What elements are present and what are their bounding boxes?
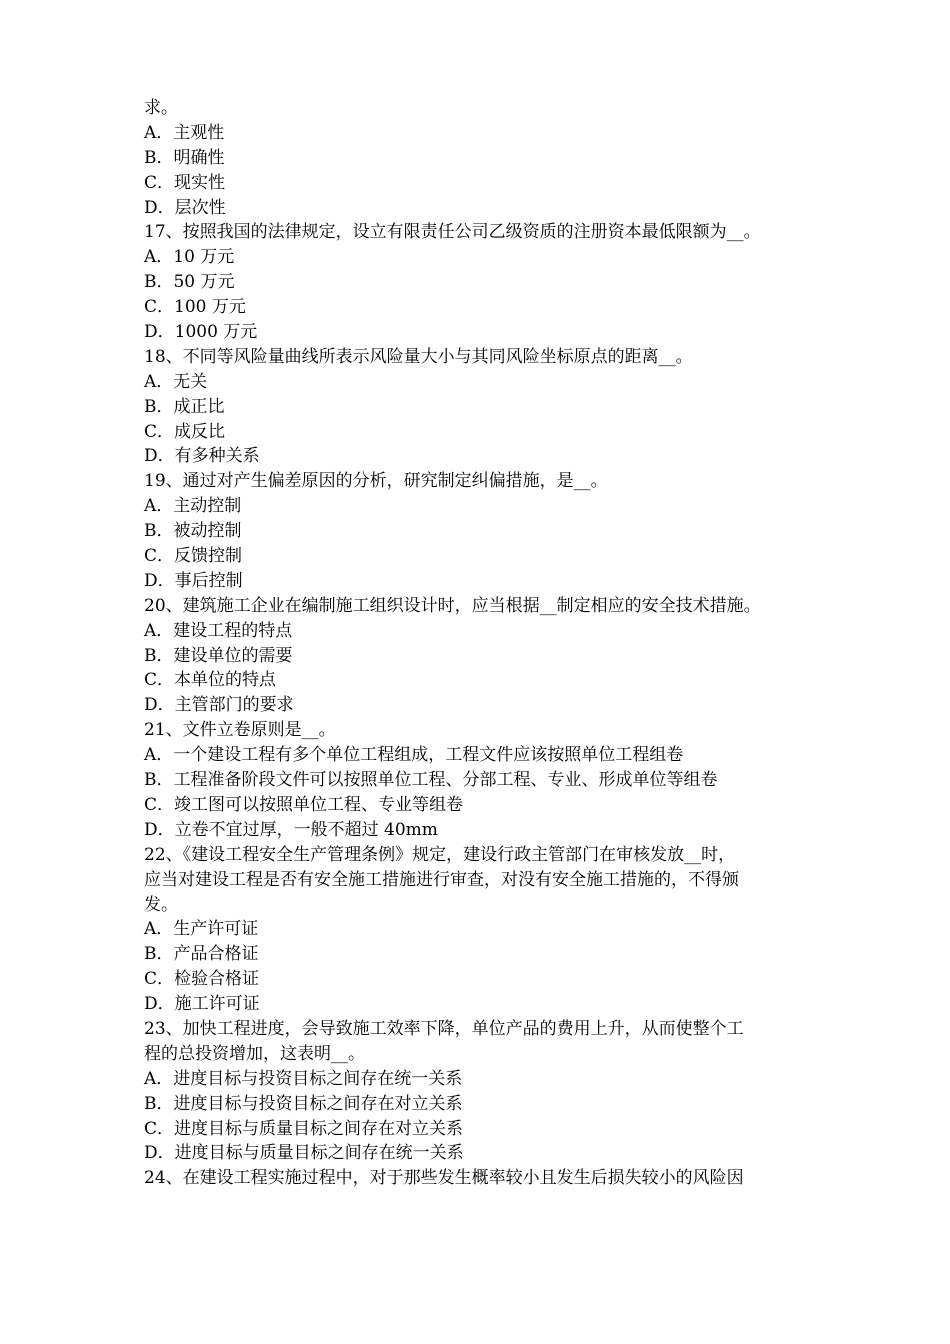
option-a: A．建设工程的特点	[144, 620, 293, 641]
option-b: B．产品合格证	[144, 944, 259, 965]
question-22-cont: 应当对建设工程是否有安全施工措施进行审查，对没有安全施工措施的，不得颁	[144, 869, 739, 890]
option-b: B．成正比	[144, 396, 225, 417]
question-21: 21、文件立卷原则是__。	[144, 720, 336, 741]
question-20: 20、建筑施工企业在编制施工组织设计时，应当根据__制定相应的安全技术措施。	[144, 595, 761, 616]
option-b: B．进度目标与投资目标之间存在对立关系	[144, 1093, 463, 1114]
option-c: C．成反比	[144, 421, 226, 442]
option-d: D．事后控制	[144, 570, 243, 591]
option-d: D．层次性	[144, 197, 226, 218]
option-a: A．生产许可证	[144, 919, 259, 940]
option-a: A．无关	[144, 371, 208, 392]
option-a: A．主观性	[144, 122, 225, 143]
option-a: A．主动控制	[144, 496, 242, 517]
question-22: 22、《建设工程安全生产管理条例》规定，建设行政主管部门在审核发放__时，	[144, 844, 736, 865]
option-a: A．一个建设工程有多个单位工程组成，工程文件应该按照单位工程组卷	[144, 745, 684, 766]
option-c: C．竣工图可以按照单位工程、专业等组卷	[144, 794, 464, 815]
text-line: 求。	[144, 98, 178, 118]
option-c: C．现实性	[144, 172, 226, 193]
option-d: D．主管部门的要求	[144, 695, 294, 716]
option-d: D．有多种关系	[144, 446, 260, 467]
option-d: D．立卷不宜过厚，一般不超过 40mm	[144, 819, 438, 840]
document-page	[144, 96, 824, 1191]
option-a: A．10 万元	[144, 247, 235, 268]
option-b: B．50 万元	[144, 272, 235, 293]
question-23-cont: 程的总投资增加，这表明__。	[144, 1043, 365, 1064]
question-24: 24、在建设工程实施过程中，对于那些发生概率较小且发生后损失较小的风险因	[144, 1168, 744, 1189]
option-d: D．1000 万元	[144, 322, 258, 343]
option-c: C．反馈控制	[144, 546, 243, 567]
question-22-cont: 发。	[144, 894, 178, 915]
question-18: 18、不同等风险量曲线所表示风险量大小与其同风险坐标原点的距离__。	[144, 346, 693, 367]
option-b: B．明确性	[144, 147, 225, 168]
question-23: 23、加快工程进度，会导致施工效率下降，单位产品的费用上升，从而使整个工	[144, 1018, 744, 1039]
option-c: C．检验合格证	[144, 969, 260, 990]
option-d: D．施工许可证	[144, 994, 260, 1015]
option-c: C．100 万元	[144, 297, 246, 318]
option-c: C．进度目标与质量目标之间存在对立关系	[144, 1118, 464, 1139]
option-d: D．进度目标与质量目标之间存在统一关系	[144, 1143, 464, 1164]
option-c: C．本单位的特点	[144, 670, 277, 691]
option-b: B．工程准备阶段文件可以按照单位工程、分部工程、专业、形成单位等组卷	[144, 770, 718, 791]
question-17: 17、按照我国的法律规定，设立有限责任公司乙级资质的注册资本最低限额为__。	[144, 222, 761, 243]
option-a: A．进度目标与投资目标之间存在统一关系	[144, 1068, 463, 1089]
option-b: B．被动控制	[144, 521, 242, 542]
option-b: B．建设单位的需要	[144, 645, 293, 666]
question-19: 19、通过对产生偏差原因的分析，研究制定纠偏措施，是__。	[144, 471, 608, 492]
